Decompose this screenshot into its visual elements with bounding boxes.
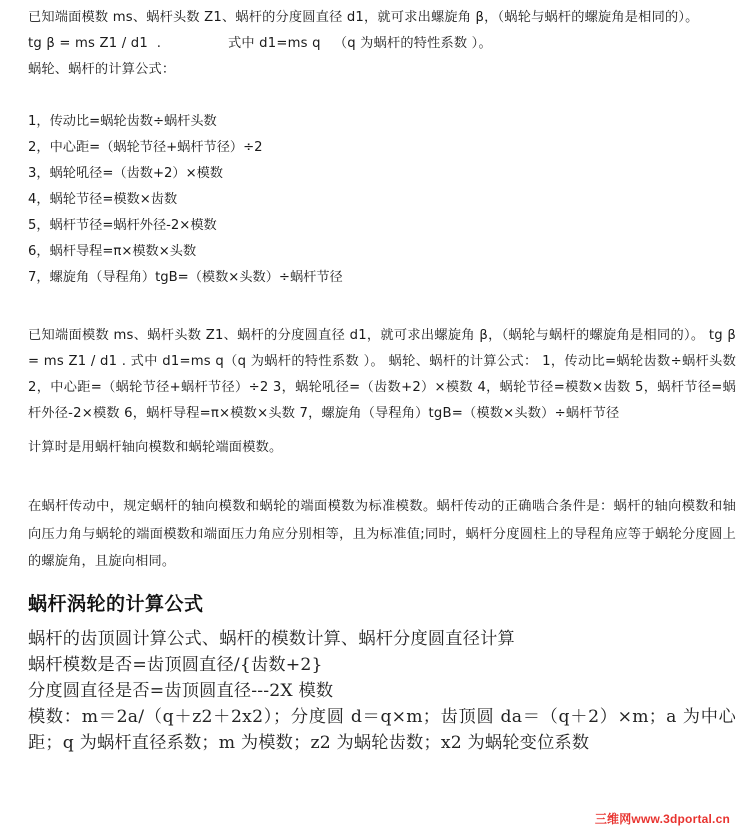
section-modulus-paragraph: 模数：m＝2a/（q＋z2＋2x2）；分度圆 d＝q×m；齿顶圆 da＝（q＋2）×m；a 为中心距；q 为蜗杆直径系数；m 为模数；z2 为蜗轮齿数；x2 为蜗轮变位系数 — [28, 706, 736, 753]
section-line-1: 蜗杆的齿顶圆计算公式、蜗杆的模数计算、蜗杆分度圆直径计算 — [28, 628, 515, 649]
section-line-3: 分度圆直径是否=齿顶圆直径---2X 模数 — [28, 680, 334, 701]
section-body — [28, 626, 736, 756]
note-paragraph: 计算时是用蜗杆轴向模数和蜗轮端面模数。 — [28, 440, 283, 455]
section-heading: 蜗杆涡轮的计算公式 — [28, 592, 204, 615]
formula-d1-note: 式中 d1=ms q （q 为蜗杆的特性系数 ）。 — [228, 36, 492, 51]
formula-item-1: 1，传动比=蜗轮齿数÷蜗杆头数 — [28, 114, 217, 129]
document-page — [28, 0, 736, 756]
section-line-2: 蜗杆模数是否=齿顶圆直径/{齿数+2} — [28, 654, 323, 675]
transmission-paragraph: 在蜗杆传动中，规定蜗杆的轴向模数和蜗轮的端面模数为标准模数。蜗杆传动的正确啮合条件是：蜗杆的轴向模数和轴向压力角与蜗轮的端面模数和端面压力角应分别相等，且为标准值;同时，蜗杆分度圆柱上的导程角应等于蜗轮分度圆上的螺旋角，且旋向相同。 — [28, 499, 736, 569]
blank-gap — [28, 461, 736, 493]
formula-item-6: 6，蜗杆导程=π×模数×头数 — [28, 244, 197, 259]
formula-item-2: 2，中心距=（蜗轮节径+蜗杆节径）÷2 — [28, 140, 263, 155]
formula-item-5: 5，蜗杆节径=蜗杆外径-2×模数 — [28, 218, 217, 233]
blank-gap — [28, 291, 736, 317]
calc-formulas-title: 蜗轮、蜗杆的计算公式： — [28, 62, 176, 77]
blank-gap — [28, 83, 736, 109]
formula-line — [28, 31, 736, 57]
formula-tan-beta: tg β = ms Z1 / d1 . — [28, 36, 162, 51]
formula-item-4: 4，蜗轮节径=模数×齿数 — [28, 192, 178, 207]
formula-list — [28, 109, 736, 291]
watermark-logo: 三维网www.3dportal.cn — [594, 812, 730, 826]
repeat-paragraph: 已知端面模数 ms、蜗杆头数 Z1、蜗杆的分度圆直径 d1，就可求出螺旋角 β，（蜗轮与蜗杆的螺旋角是相同的）。 tg β = ms Z1 / d1 . 式中 d1=ms q（q 为蜗杆的特性系数 ）。 蜗轮、蜗杆的计算公式： 1，传动比=蜗轮齿数÷蜗杆头数 2，中心距=（蜗轮节径+蜗杆节径）÷2 3，蜗轮吼径=（齿数+2）×模数 4，蜗轮节径=模数×齿数 5，蜗杆节径=蜗杆外径-2×模数 6，蜗杆导程=π×模数×头数 7，螺旋角（导程角）tgB=（模数×头数）÷蜗杆节径 — [28, 328, 736, 421]
formula-item-3: 3，蜗轮吼径=（齿数+2）×模数 — [28, 166, 223, 181]
formula-item-7: 7，螺旋角（导程角）tgB=（模数×头数）÷蜗杆节径 — [28, 270, 343, 285]
intro-paragraph: 已知端面模数 ms、蜗杆头数 Z1、蜗杆的分度圆直径 d1，就可求出螺旋角 β，（蜗轮与蜗杆的螺旋角是相同的）。 — [28, 10, 699, 25]
